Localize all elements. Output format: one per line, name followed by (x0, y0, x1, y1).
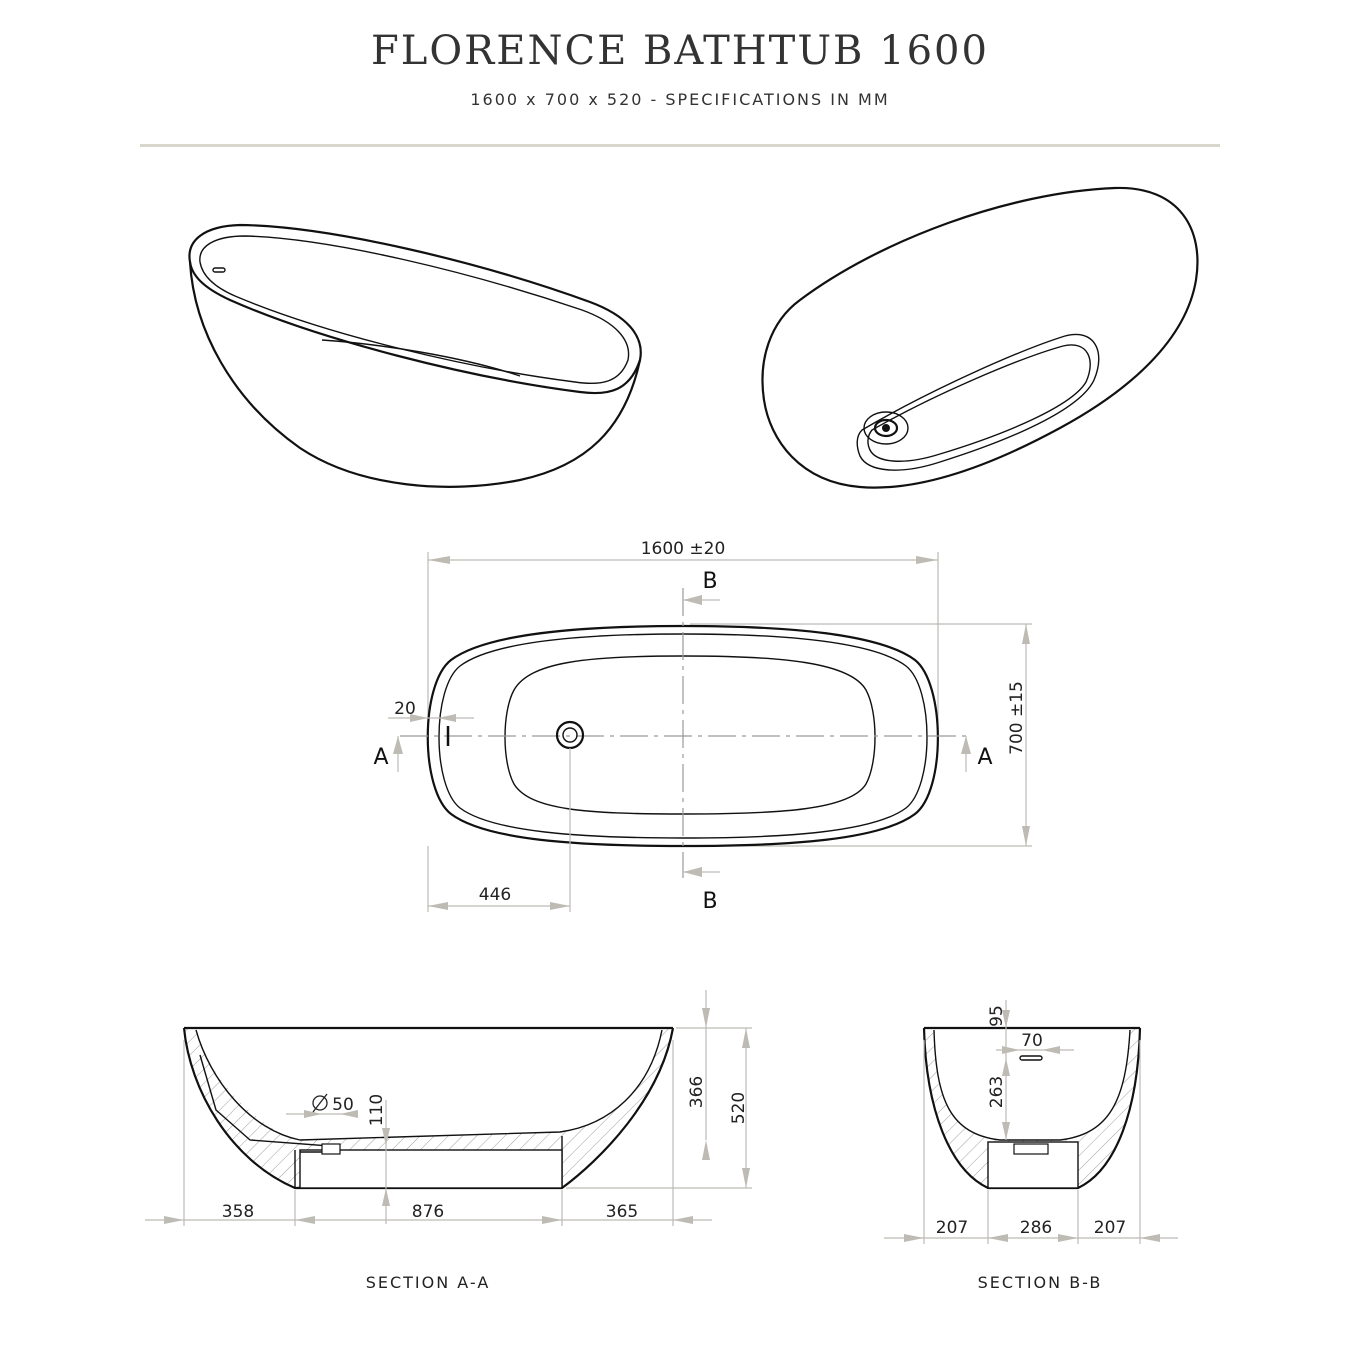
section-marker-a-left: A (373, 745, 389, 770)
dim-aa-left: 358 (221, 1202, 255, 1222)
dim-length: 1600 ±20 (640, 539, 726, 559)
dim-bb-left: 207 (935, 1218, 969, 1238)
dim-bb-overflow-top: 95 (987, 1005, 1007, 1027)
section-marker-b-bottom: B (702, 889, 718, 914)
perspective-view-top (189, 225, 640, 487)
dim-drain-offset: 446 (478, 885, 512, 905)
page-title: FLORENCE BATHTUB 1600 (371, 28, 989, 74)
page-subtitle: 1600 x 700 x 520 - SPECIFICATIONS IN MM (470, 90, 890, 109)
dim-bb-overflow-height: 263 (987, 1075, 1007, 1109)
dim-bb-middle: 286 (1019, 1218, 1053, 1238)
dim-rim: 20 (394, 699, 416, 719)
section-bb (884, 1000, 1178, 1292)
plan-view (373, 539, 1032, 914)
dim-aa-drain-height: 110 (367, 1093, 387, 1127)
section-aa-caption: SECTION A-A (365, 1273, 491, 1292)
dim-aa-drain-diameter: 50 (332, 1095, 354, 1115)
perspective-view-underside (763, 188, 1198, 488)
section-marker-b-top: B (702, 569, 718, 594)
dim-bb-overflow-width: 70 (1021, 1031, 1043, 1051)
dim-aa-middle: 876 (411, 1202, 445, 1222)
dim-aa-inner-depth: 366 (687, 1075, 707, 1109)
dim-width: 700 ±15 (1007, 681, 1027, 755)
section-aa (145, 990, 752, 1292)
dim-aa-right: 365 (605, 1202, 639, 1222)
section-bb-caption: SECTION B-B (977, 1273, 1103, 1292)
dim-bb-right: 207 (1093, 1218, 1127, 1238)
dim-aa-height: 520 (729, 1091, 749, 1125)
section-marker-a-right: A (977, 745, 993, 770)
